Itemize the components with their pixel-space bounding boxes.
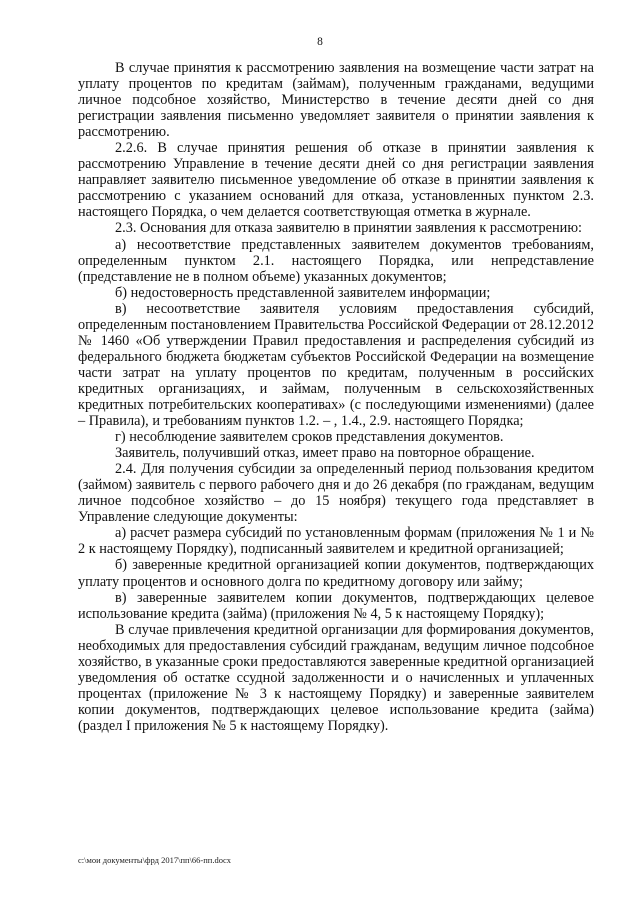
paragraph-2-3: 2.3. Основания для отказа заявителю в принятии заявления к рассмотрению:: [115, 220, 582, 237]
paragraph-acceptance-notice: В случае принятия к рассмотрению заявления на возмещение части затрат на уплату процентов по кредитам (займам), полученным гражданами, ведущими личное подсобное хозяйство, Министерство в течение десяти дней со дня регистрации заявления письменно уведомляет заявителя о принятии заявления к рассмотрению.: [78, 60, 594, 141]
paragraph-2-4-b: б) заверенные кредитной организацией копии документов, подтверждающих уплату процентов и основного долга по кредитному договору или займу;: [78, 557, 594, 590]
paragraph-2-2-6: 2.2.6. В случае принятия решения об отказе в принятии заявления к рассмотрению Управление в течение десяти дней со дня регистрации заявления направляет заявителю письменное уведомление об отказе в принятии заявления к рассмотрению с указанием оснований для отказа, установленных пунктом 2.3. настоящего Порядка, о чем делается соответствующая отметка в журнале.: [78, 140, 594, 221]
paragraph-repeat-appeal: Заявитель, получивший отказ, имеет право на повторное обращение.: [115, 445, 535, 462]
paragraph-2-3-a: а) несоответствие представленных заявителем документов требованиям, определенным пунктом 2.1. настоящего Порядка, или непредставление (представление не в полном объеме) указанных документов;: [78, 236, 594, 285]
page-number: 8: [317, 36, 323, 48]
paragraph-2-3-b: б) недостоверность представленной заявителем информации;: [115, 284, 491, 301]
footer-file-path: c:\мои документы\фрд 2017\пп\66-пп.docx: [78, 855, 231, 865]
paragraph-2-4: 2.4. Для получения субсидии за определенный период пользования кредитом (займом) заявитель с первого рабочего дня и до 26 декабря (по гражданам, ведущим личное подсобное хозяйство – до 15 ноября) текущего года представляет в Управление следующие документы:: [78, 461, 594, 526]
paragraph-2-3-v: в) несоответствие заявителя условиям предоставления субсидий, определенным постановлением Правительства Российской Федерации от 28.12.2012 № 1460 «Об утверждении Правил предоставления и распределения субсидий из федерального бюджета бюджетам субъектов Российской Федерации на возмещение части затрат на уплату процентов по кредитам, полученным в российских кредитных организациях, и займам, полученным в сельскохозяйственных кредитных потребительских кооперативах» (с последующими изменениями) (далее – Правила), и требованиям пунктов 1.2. – , 1.4., 2.9. настоящего Порядка;: [78, 300, 594, 430]
paragraph-2-4-v: в) заверенные заявителем копии документов, подтверждающих целевое использование кредита (займа) (приложения № 4, 5 к настоящему Порядку);: [78, 589, 594, 622]
paragraph-2-3-g: г) несоблюдение заявителем сроков представления документов.: [115, 429, 504, 446]
document-body: [78, 60, 594, 734]
paragraph-2-4-a: а) расчет размера субсидий по установленным формам (приложения № 1 и № 2 к настоящему Порядку), подписанный заявителем и кредитной организацией;: [78, 525, 594, 558]
paragraph-credit-organization: В случае привлечения кредитной организации для формирования документов, необходимых для предоставления субсидий гражданам, ведущим личное подсобное хозяйство, в указанные сроки предоставляются заверенные кредитной организацией уведомления об остатке ссудной задолженности и о начисленных и уплаченных процентах (приложение № 3 к настоящему Порядку) и заверенные заявителем копии документов, подтверждающих целевое использование кредита (займа) (раздел I приложения № 5 к настоящему Порядку).: [78, 621, 594, 734]
